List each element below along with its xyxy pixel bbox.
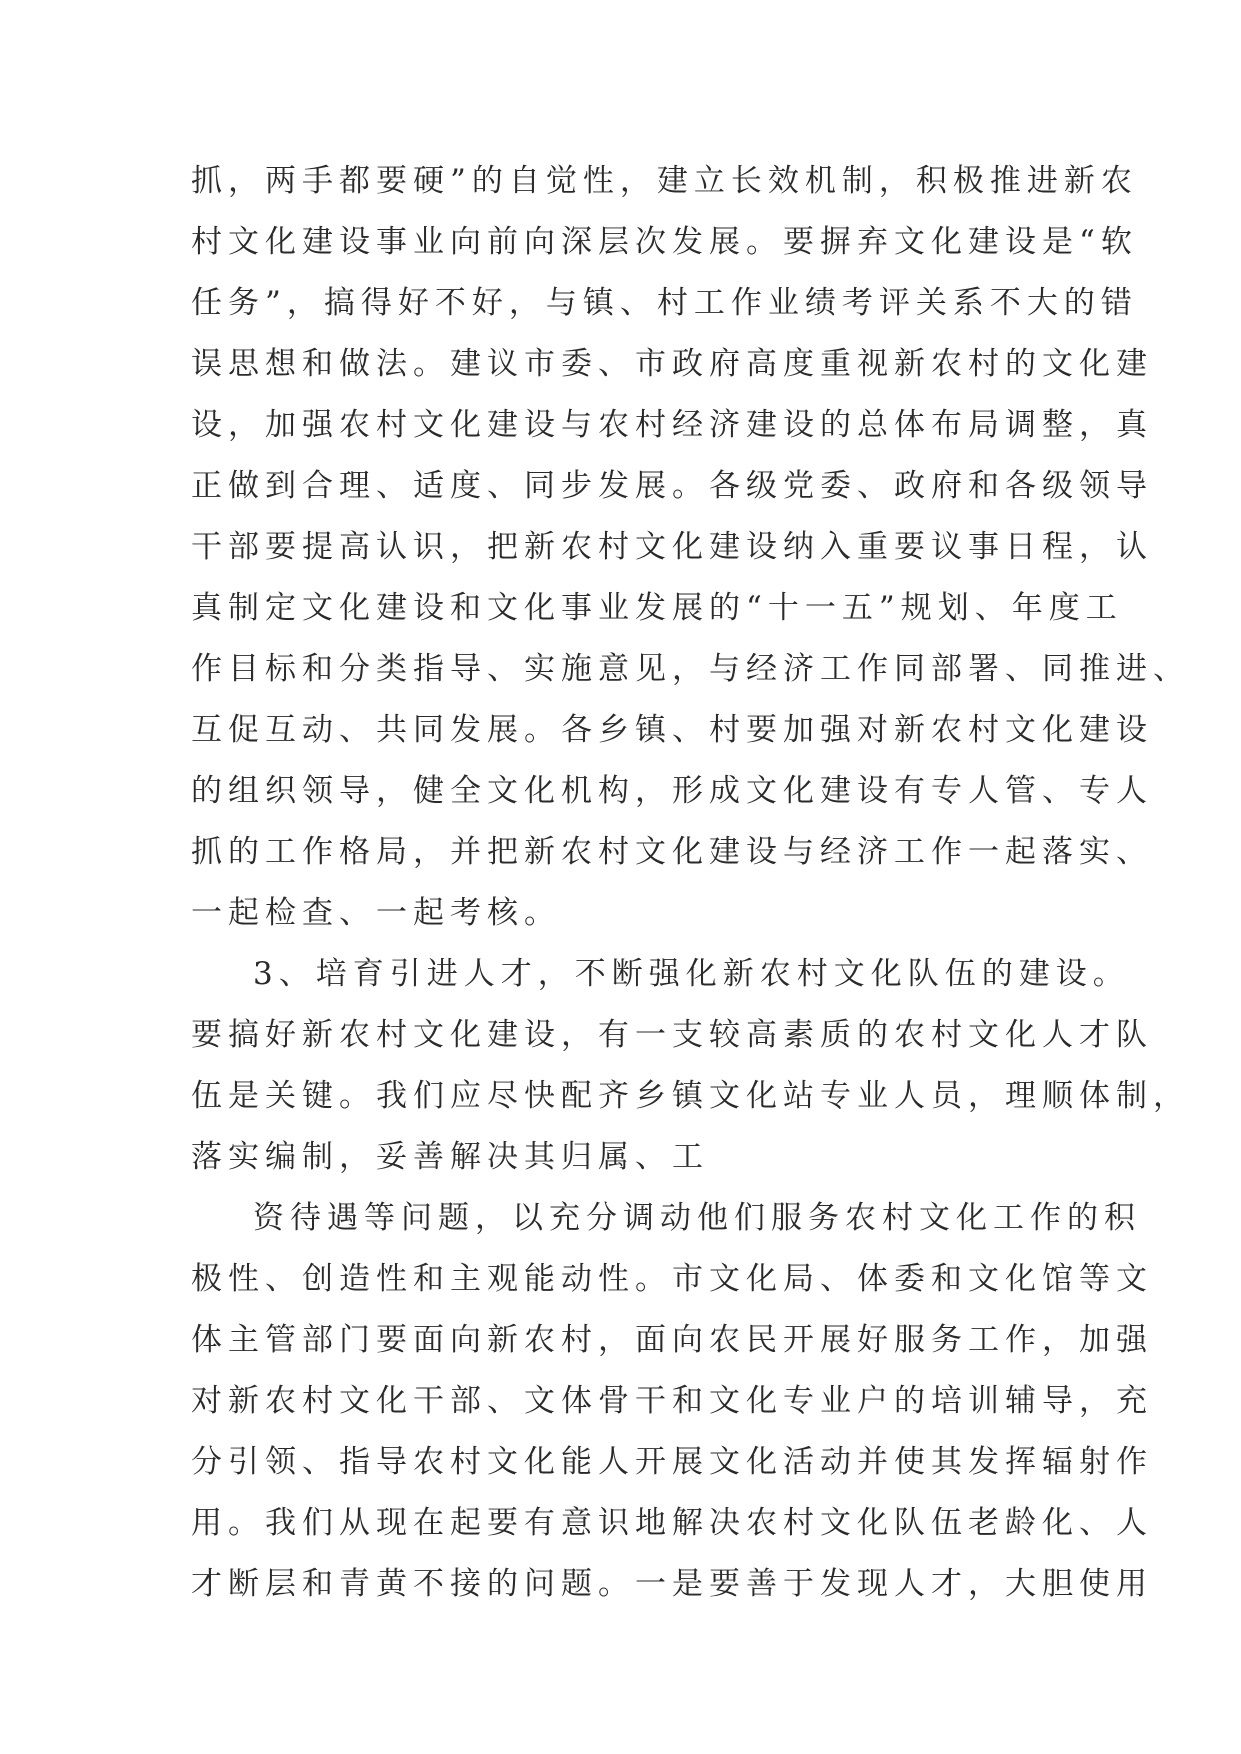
body-text <box>191 151 1190 1615</box>
text-line: 要搞好新农村文化建设，有一支较高素质的农村文化人才队 <box>191 1017 1153 1053</box>
text-line: 极性、创造性和主观能动性。市文化局、体委和文化馆等文 <box>191 1261 1153 1297</box>
text-line: 抓，两手都要硬”的自觉性，建立长效机制，积极推进新农 <box>191 163 1138 199</box>
text-line: 村文化建设事业向前向深层次发展。要摒弃文化建设是“软 <box>191 224 1138 260</box>
paragraph-start-line: 资待遇等问题，以充分调动他们服务农村文化工作的积 <box>253 1200 1141 1236</box>
text-line: 对新农村文化干部、文体骨干和文化专业户的培训辅导，充 <box>191 1383 1153 1419</box>
text-line: 分引领、指导农村文化能人开展文化活动并使其发挥辐射作 <box>191 1444 1153 1480</box>
text-line: 体主管部门要面向新农村，面向农民开展好服务工作，加强 <box>191 1322 1153 1358</box>
text-line: 正做到合理、适度、同步发展。各级党委、政府和各级领导 <box>191 468 1153 504</box>
section-heading-line: 3、培育引进人才，不断强化新农村文化队伍的建设。 <box>253 956 1130 992</box>
text-line: 抓的工作格局，并把新农村文化建设与经济工作一起落实、 <box>191 834 1153 870</box>
text-line: 干部要提高认识，把新农村文化建设纳入重要议事日程，认 <box>191 529 1153 565</box>
text-line: 真制定文化建设和文化事业发展的“十一五”规划、年度工 <box>191 590 1123 626</box>
text-line: 伍是关键。我们应尽快配齐乡镇文化站专业人员，理顺体制， <box>191 1078 1190 1114</box>
text-line: 任务”，搞得好不好，与镇、村工作业绩考评关系不大的错 <box>191 285 1138 321</box>
text-line: 设，加强农村文化建设与农村经济建设的总体布局调整，真 <box>191 407 1153 443</box>
text-line: 互促互动、共同发展。各乡镇、村要加强对新农村文化建设 <box>191 712 1153 748</box>
text-line: 落实编制，妥善解决其归属、工 <box>191 1139 709 1175</box>
text-line: 一起检查、一起考核。 <box>191 895 561 931</box>
text-line: 才断层和青黄不接的问题。一是要善于发现人才，大胆使用 <box>191 1566 1153 1602</box>
text-line: 的组织领导，健全文化机构，形成文化建设有专人管、专人 <box>191 773 1153 809</box>
text-line: 误思想和做法。建议市委、市政府高度重视新农村的文化建 <box>191 346 1153 382</box>
text-line: 作目标和分类指导、实施意见，与经济工作同部署、同推进、 <box>191 651 1190 687</box>
text-line: 用。我们从现在起要有意识地解决农村文化队伍老龄化、人 <box>191 1505 1153 1541</box>
